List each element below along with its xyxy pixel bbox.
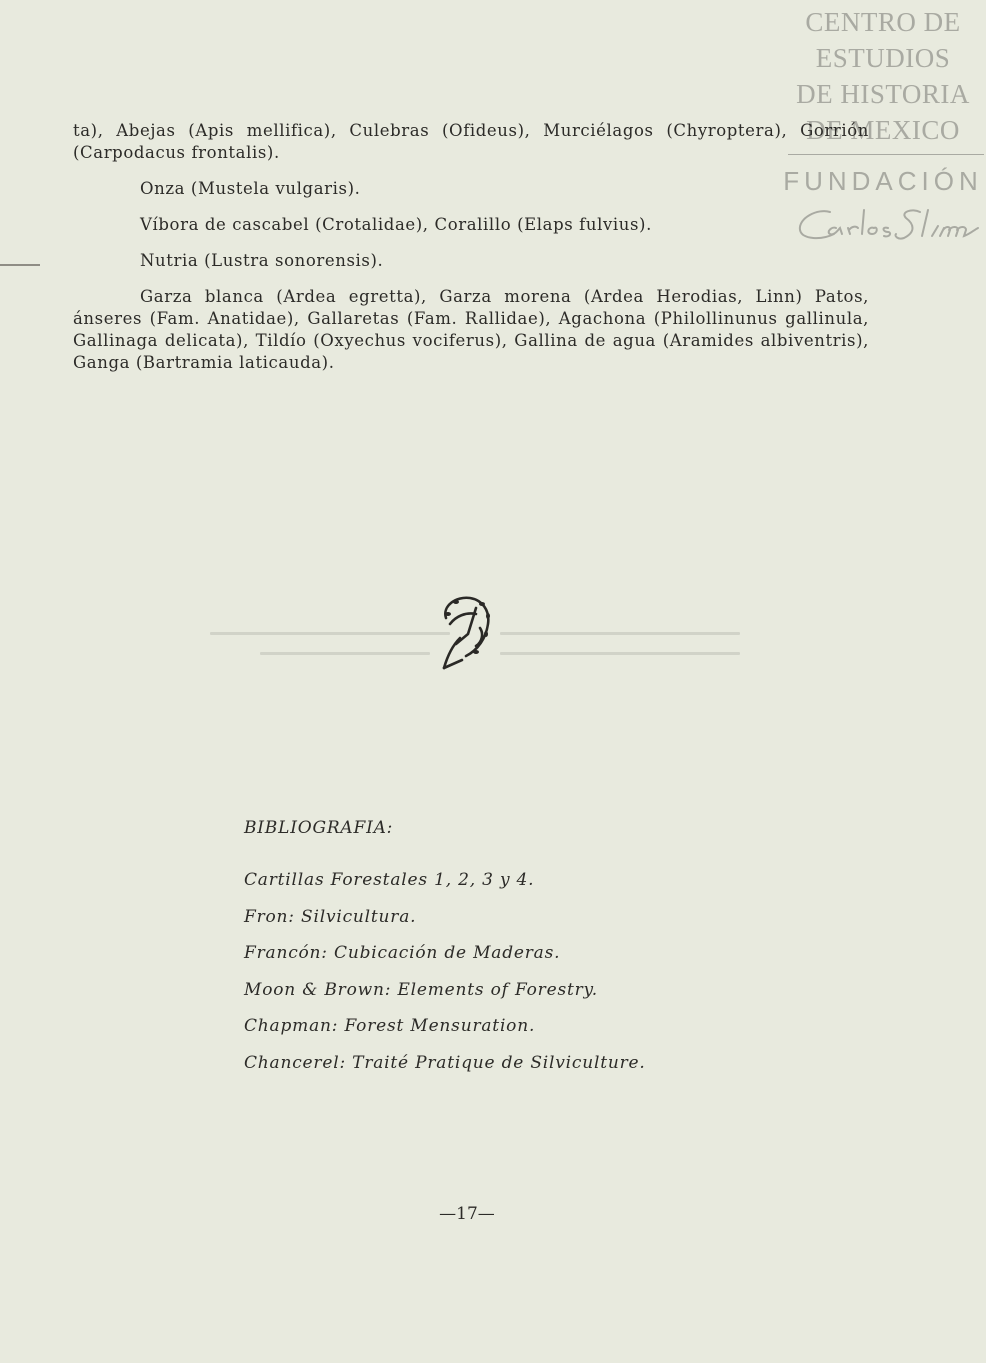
bibliography-item: Chapman: Forest Mensuration. — [244, 1016, 536, 1037]
bibliography-item: Fron: Silvicultura. — [244, 906, 417, 927]
watermark-line: CENTRO DE — [805, 7, 961, 37]
bibliography — [244, 816, 646, 1082]
watermark-line: ESTUDIOS — [815, 43, 951, 73]
margin-mark — [0, 264, 40, 266]
paragraph: Onza (Mustela vulgaris). — [140, 179, 361, 198]
bibliography-title: BIBLIOGRAFIA: — [244, 818, 394, 838]
paragraph: ta), Abejas (Apis mellifica), Culebras (Ofideus), Murciélagos (Chyroptera), Gorrión (Carpodacus frontalis). — [73, 121, 869, 162]
watermark-line: DE HISTORIA — [796, 79, 970, 109]
paragraph: Garza blanca (Ardea egretta), Garza morena (Ardea Herodias, Linn) Patos, ánseres (Fam. Anatidae), Gallaretas (Fam. Rallidae), Agachona (Philollinunus gallinula, Gallinaga delicata), Tildío (Oxyechus vociferus), Gallina de agua (Aramides albiventris), Ganga (Bartramia laticauda). — [73, 287, 869, 372]
body-text — [73, 120, 869, 374]
bibliography-item: Francón: Cubicación de Maderas. — [244, 943, 561, 964]
watermark-line: DE MEXICO — [806, 115, 960, 145]
paragraph: Víbora de cascabel (Crotalidae), Coralillo (Elaps fulvius). — [140, 215, 652, 234]
page-number: —17— — [439, 1204, 495, 1224]
paragraph: Nutria (Lustra sonorensis). — [140, 251, 384, 270]
laurel-ornament-icon — [436, 594, 492, 676]
watermark-fundacion: FUNDACIÓN — [783, 166, 983, 196]
bibliography-item: Cartillas Forestales 1, 2, 3 y 4. — [244, 870, 535, 890]
bibliography-item: Chancerel: Traité Pratique de Silviculture. — [244, 1052, 646, 1073]
bibliography-item: Moon & Brown: Elements of Forestry. — [244, 979, 598, 1000]
